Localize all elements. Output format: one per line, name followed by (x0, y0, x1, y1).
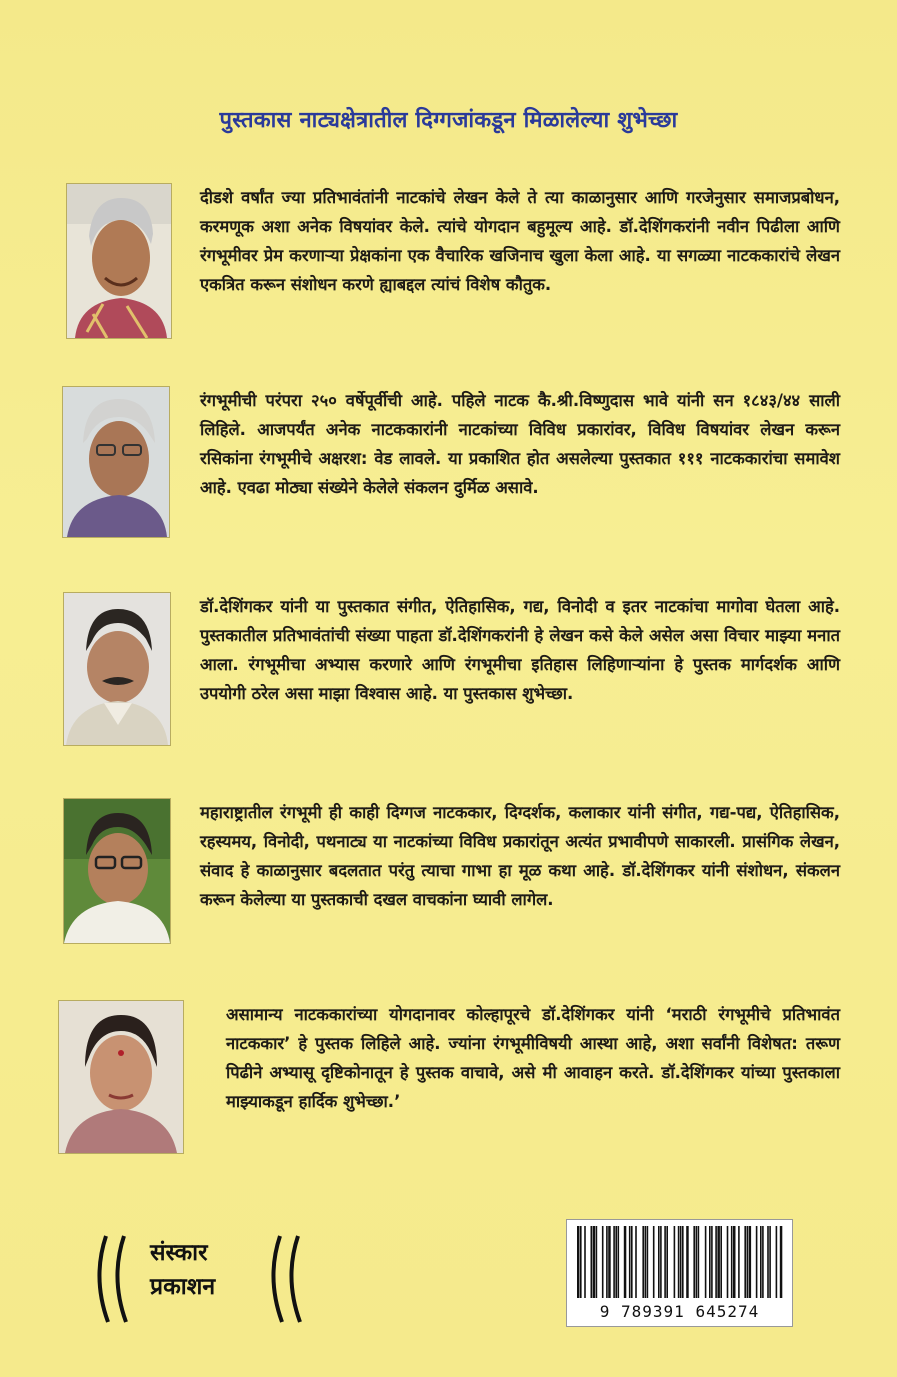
tribute-5 (60, 1000, 840, 1160)
tribute-text: रंगभूमीची परंपरा २५० वर्षेपूर्वीची आहे. पहिले नाटक कै.श्री.विष्णुदास भावे यांनी सन १८४३/४४ साली लिहिले. आजपर्यंत अनेक नाटककारांनी नाटकांच्या विविध प्रकारांवर, विविध विषयांवर लेखन करून रसिकांना रंगभूमीचे अक्षरश: वेड लावले. या प्रकाशित होत असलेल्या पुस्तकात १११ नाटककारांचा समावेश आहे. एवढा मोठ्या संख्येने केलेले संकलन दुर्मिळ असावे. (200, 391, 840, 497)
portrait-photo (58, 1000, 184, 1154)
tribute-3 (60, 592, 840, 752)
publisher-logo (84, 1228, 324, 1328)
isbn-number: 9 789391 645274 (599, 1302, 760, 1321)
portrait-photo (63, 592, 171, 746)
page-heading: पुस्तकास नाट्यक्षेत्रातील दिग्गजांकडून मिळालेल्या शुभेच्छा (219, 108, 678, 133)
tribute-text: डॉ.देशिंगकर यांनी या पुस्तकात संगीत, ऐतिहासिक, गद्य, विनोदी व इतर नाटकांचा मागोवा घेतला आहे. पुस्तकातील प्रतिभावंतांची संख्या पाहता डॉ.देशिंगकरांनी हे लेखन कसे केले असेल असा विचार माझ्या मनात आला. रंगभूमीचा अभ्यास करणारे आणि रंगभूमीचा इतिहास लिहिणाऱ्यांना हे पुस्तक मार्गदर्शक आणि उपयोगी ठरेल असा माझा विश्वास आहे. या पुस्तकास शुभेच्छा. (200, 597, 840, 703)
publisher-name (150, 1236, 280, 1304)
tribute-text: असामान्य नाटककारांच्या योगदानावर कोल्हापूरचे डॉ.देशिंगकर यांनी ‘मराठी रंगभूमीचे प्रतिभावंत नाटककार’ हे पुस्तक लिहिले आहे. ज्यांना रंगभूमीविषयी आस्था आहे, अशा सर्वांनी विशेषत: तरूण पिढीने अभ्यासू दृष्टिकोनातून हे पुस्तक वाचावे, असे मी आवाहन करते. डॉ.देशिंगकर यांच्या पुस्तकाला माझ्याकडून हार्दिक शुभेच्छा.’ (226, 1005, 840, 1111)
isbn-barcode (566, 1219, 793, 1327)
tribute-1 (60, 183, 840, 343)
portrait-photo (63, 798, 171, 944)
tribute-4 (60, 798, 840, 958)
tribute-2 (60, 386, 840, 546)
tribute-text: महाराष्ट्रातील रंगभूमी ही काही दिग्गज नाटककार, दिग्दर्शक, कलाकार यांनी संगीत, गद्य-पद्य, ऐतिहासिक, रहस्यमय, विनोदी, पथनाट्य या नाटकांच्या विविध प्रकारांतून अत्यंत प्रभावीपणे साकारली. प्रासंगिक लेखन, संवाद हे काळानुसार बदलतात परंतु त्याचा गाभा हा मूळ कथा आहे. डॉ.देशिंगकर यांनी संशोधन, संकलन करून केलेल्या या पुस्तकाची दखल वाचकांना घ्यावी लागेल. (200, 803, 840, 909)
portrait-photo (62, 386, 170, 538)
barcode-icon (573, 1226, 786, 1300)
publisher-name-line2: प्रकाशन (150, 1274, 216, 1300)
publisher-name-line1: संस्कार (150, 1240, 208, 1266)
portrait-photo (66, 183, 172, 339)
tribute-text: दीडशे वर्षांत ज्या प्रतिभावंतांनी नाटकांचे लेखन केले ते त्या काळानुसार आणि गरजेनुसार समाजप्रबोधन, करमणूक अशा अनेक विषयांवर केले. त्यांचे योगदान बहुमूल्य आहे. डॉ.देशिंगकरांनी नवीन पिढीला आणि रंगभूमीवर प्रेम करणाऱ्या प्रेक्षकांना एक वैचारिक खजिनाच खुला केला आहे. या सगळ्या नाटककारांचे लेखन एकत्रित करून संशोधन करणे ह्याबद्दल त्यांचं विशेष कौतुक. (200, 188, 840, 294)
